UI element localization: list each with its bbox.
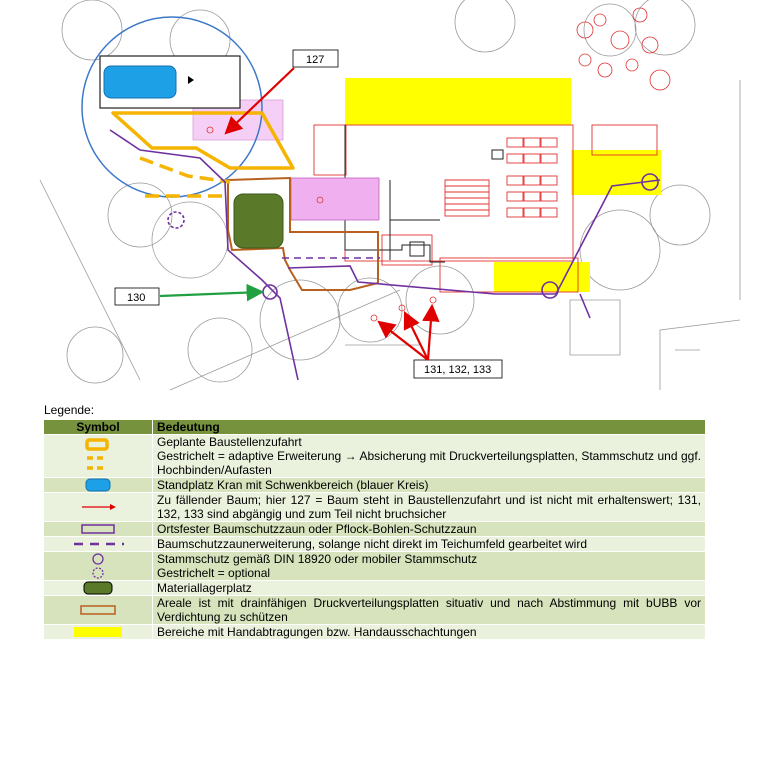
legend-text-access-road: [153, 435, 706, 478]
legend-row-fence-extension: [44, 537, 706, 552]
legend-row-trunk-protection: [44, 552, 706, 581]
legend-text-crane: Standplatz Kran mit Schwenkbereich (blauer Kreis): [153, 478, 706, 493]
legend-line: Gestrichelt = adaptive Erweiterung → Absicherung mit Druckverteilungsplatten, Stammschutz und ggf. Hochbinden/Aufasten: [157, 449, 701, 477]
crane-position: [100, 56, 240, 108]
legend-text-fence-extension: Baumschutzzaunerweiterung, solange nicht direkt im Teichumfeld gearbeitet wird: [153, 537, 706, 552]
legend-text-storage: Materiallagerplatz: [153, 581, 706, 596]
legend-row-hand-excavation: [44, 625, 706, 640]
callout-131-133: [379, 306, 502, 378]
solid-orange-frame-icon: [44, 435, 153, 478]
legend-text-hand-excavation: Bereiche mit Handabtragungen bzw. Handausschachtungen: [153, 625, 706, 640]
legend-line: Gestrichelt = optional: [157, 566, 271, 580]
felled-tree-symbols: [577, 8, 670, 90]
legend-text-felled-tree: Zu fällender Baum; hier 127 = Baum steht in Baustellenzufahrt und ist nicht mit erhaltenswert; 131, 132, 133 sind abgängig und zum Teil nicht bruchsicher: [153, 493, 706, 522]
legend-text-protected-area: Areale ist mit drainfähigen Druckverteilungsplatten situativ und nach Abstimmung mit bUBB vor Verdichtung zu schützen: [153, 596, 706, 625]
material-storage-area: [234, 194, 283, 248]
legend-table: [43, 419, 706, 640]
legend-line: Geplante Baustellenzufahrt: [157, 435, 302, 449]
brown-rect-outline-icon: [44, 596, 153, 625]
legend-title: Legende:: [44, 403, 95, 417]
callout-127-label: 127: [306, 54, 325, 66]
legend-header-row: [44, 420, 706, 435]
site-access-extension: [140, 158, 230, 196]
legend-line: Stammschutz gemäß DIN 18920 oder mobiler Stammschutz: [157, 552, 478, 566]
legend-text-trunk-protection: [153, 552, 706, 581]
purple-dashed-line-icon: [44, 537, 153, 552]
green-rounded-rect-icon: [44, 581, 153, 596]
purple-circle-icon: [44, 552, 153, 581]
legend-row-crane: [44, 478, 706, 493]
legend-header-symbol: Symbol: [44, 420, 153, 435]
red-arrow-icon: [44, 493, 153, 522]
legend-row-storage: [44, 581, 706, 596]
legend-row-fence: [44, 522, 706, 537]
legend-text-fence: Ortsfester Baumschutzzaun oder Pflock-Bohlen-Schutzzaun: [153, 522, 706, 537]
legend-row-protected-area: [44, 596, 706, 625]
yellow-bar-icon: [44, 625, 153, 640]
blue-rounded-rect-icon: [44, 478, 153, 493]
purple-rect-outline-icon: [44, 522, 153, 537]
callout-131-133-label: 131, 132, 133: [424, 364, 492, 376]
callout-130-label: 130: [127, 292, 146, 304]
legend-header-meaning: Bedeutung: [153, 420, 706, 435]
legend-row-felled-tree: [44, 493, 706, 522]
legend-row-access-road: [44, 435, 706, 478]
callout-130: [115, 288, 262, 305]
